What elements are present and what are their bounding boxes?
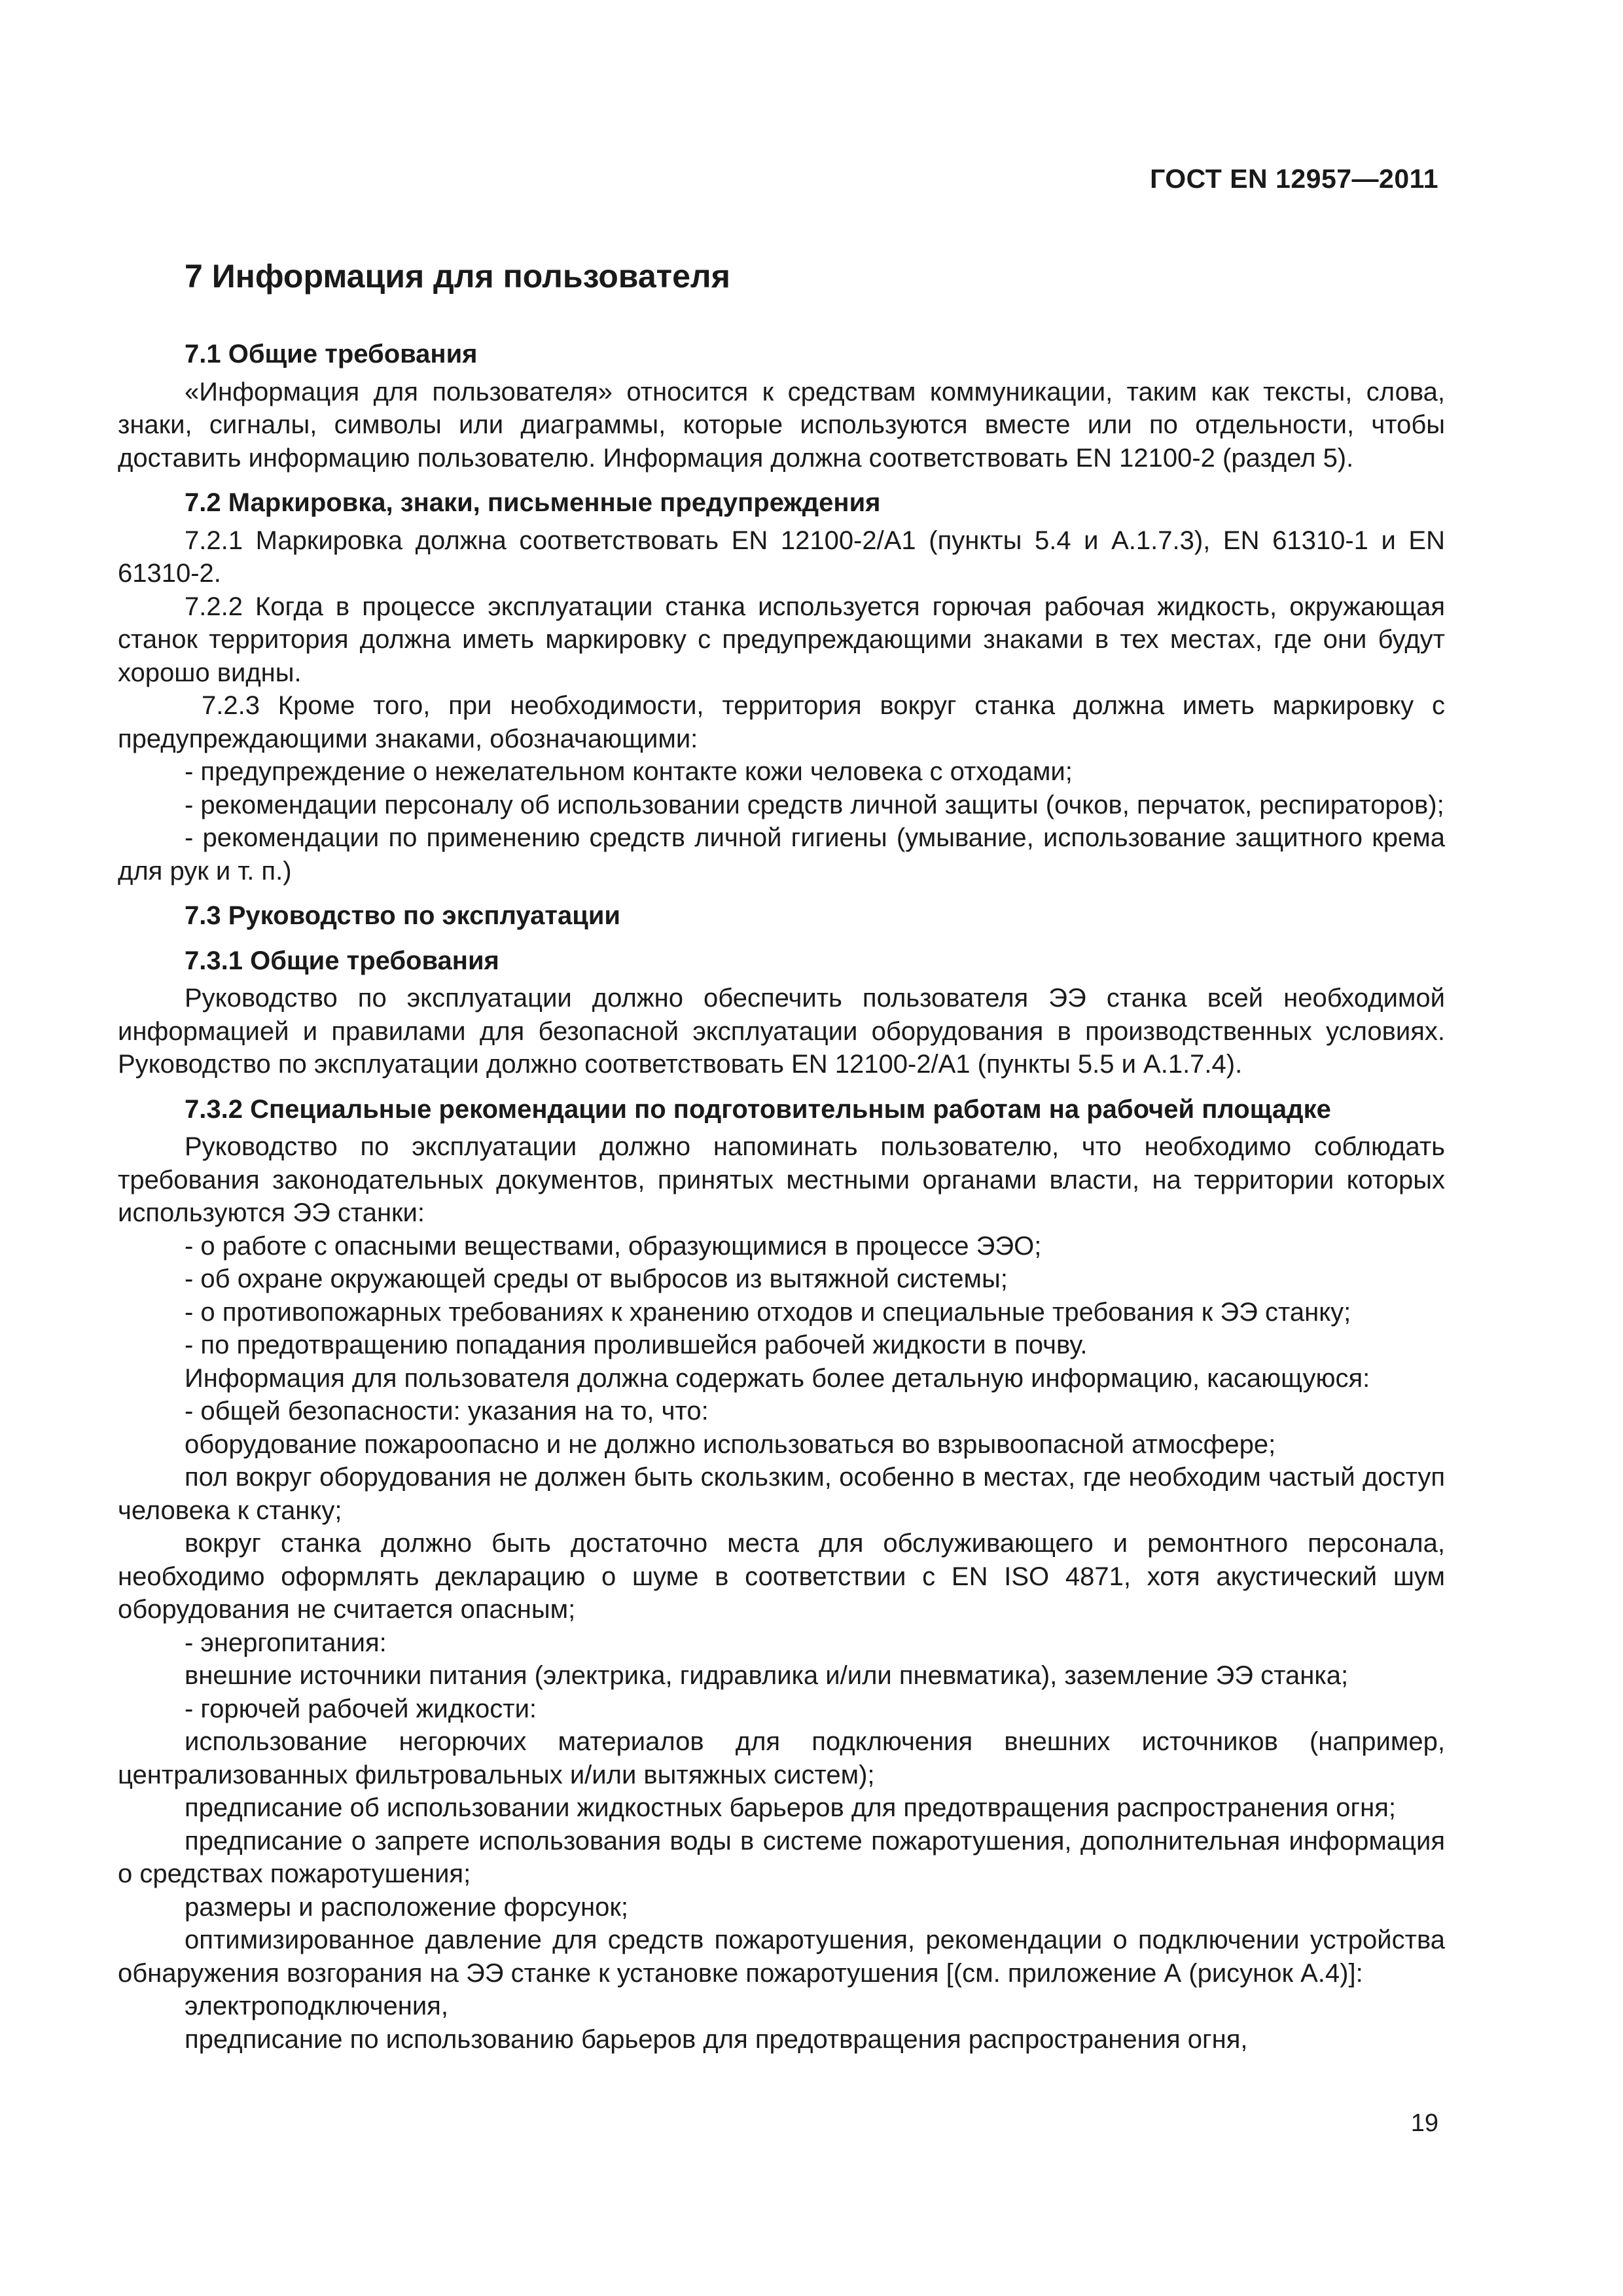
document-code-header: ГОСТ EN 12957—2011: [1150, 164, 1438, 194]
page-number: 19: [1410, 2109, 1438, 2137]
paragraph: Информация для пользователя должна содержать более детальную информацию, касающуюся:: [185, 1363, 1370, 1393]
paragraph: 7.2.3 Кроме того, при необходимости, территория вокруг станка должна иметь маркировку с предупреждающими знаками, обозначающими:: [118, 691, 1445, 753]
subsection-heading: 7.3.1 Общие требования: [185, 946, 499, 975]
paragraph: «Информация для пользователя» относится к средствам коммуникации, таким как тексты, слова, знаки, сигналы, символы или диаграммы, которые используются вместе или по отдельности, чтобы доставить информацию пользователю. Информация должна соответствовать EN 12100-2 (раздел 5).: [118, 377, 1445, 473]
subsection-heading: 7.1 Общие требования: [185, 340, 478, 368]
paragraph: оборудование пожароопасно и не должно использоваться во взрывоопасной атмосфере;: [185, 1429, 1276, 1459]
list-item: - общей безопасности: указания на то, что:: [185, 1397, 709, 1426]
paragraph: внешние источники питания (электрика, гидравлика и/или пневматика), заземление ЭЭ станка;: [185, 1661, 1349, 1690]
list-item: - энергопитания:: [185, 1628, 387, 1657]
subsection-heading: 7.3 Руководство по эксплуатации: [185, 901, 620, 930]
list-item: - по предотвращению попадания пролившейся рабочей жидкости в почву.: [185, 1331, 1088, 1359]
list-item: - о работе с опасными веществами, образующимися в процессе ЭЭО;: [185, 1231, 1042, 1261]
section-title: 7 Информация для пользователя: [185, 258, 730, 295]
subsection-heading: 7.2 Маркировка, знаки, письменные предупреждения: [185, 488, 881, 517]
paragraph: использование негорючих материалов для подключения внешних источников (например, централизованных фильтровальных и/или вытяжных систем);: [118, 1727, 1445, 1789]
paragraph: Руководство по эксплуатации должно напоминать пользователю, что необходимо соблюдать требования законодательных документов, принятых местными органами власти, на территории которых используются ЭЭ станки:: [118, 1132, 1445, 1227]
list-item: - предупреждение о нежелательном контакте кожи человека с отходами;: [185, 757, 1073, 786]
list-item: - об охране окружающей среды от выбросов из вытяжной системы;: [185, 1265, 1008, 1293]
list-item: - рекомендации персоналу об использовании средств личной защиты (очков, перчаток, респираторов);: [185, 790, 1444, 819]
paragraph: 7.2.1 Маркировка должна соответствовать EN 12100-2/A1 (пункты 5.4 и А.1.7.3), EN 61310-1 и EN 61310-2.: [118, 526, 1445, 588]
paragraph: электроподключения,: [185, 1992, 448, 2020]
paragraph: Руководство по эксплуатации должно обеспечить пользователя ЭЭ станка всей необходимой информацией и правилами для безопасной эксплуатации оборудования в производственных условиях. Руководство по эксплуатации должно соответствовать EN 12100-2/A1 (пункты 5.5 и А.1.7.4).: [118, 984, 1445, 1079]
list-item: - рекомендации по применению средств личной гигиены (умывание, использование защитного крема для рук и т. п.): [118, 823, 1445, 886]
paragraph: пол вокруг оборудования не должен быть скользким, особенно в местах, где необходим частый доступ человека к станку;: [118, 1463, 1445, 1525]
paragraph: предписание об использовании жидкостных барьеров для предотвращения распространения огня;: [185, 1793, 1396, 1822]
paragraph: размеры и расположение форсунок;: [185, 1892, 628, 1922]
subsection-heading: 7.3.2 Специальные рекомендации по подготовительным работам на рабочей площадке: [185, 1094, 1331, 1124]
page-content: [118, 257, 1445, 2056]
paragraph: предписание по использованию барьеров для предотвращения распространения огня,: [185, 2024, 1248, 2054]
paragraph: 7.2.2 Когда в процессе эксплуатации станка используется горючая рабочая жидкость, окружающая станок территория должна иметь маркировку с предупреждающими знаками в тех местах, где они будут хорошо видны.: [118, 592, 1445, 687]
paragraph: предписание о запрете использования воды в системе пожаротушения, дополнительная информация о средствах пожаротушения;: [118, 1826, 1445, 1888]
paragraph: оптимизированное давление для средств пожаротушения, рекомендации о подключении устройства обнаружения возгорания на ЭЭ станке к установке пожаротушения [(см. приложение А (рисунок А.4)]:: [118, 1926, 1445, 1988]
list-item: - горючей рабочей жидкости:: [185, 1694, 537, 1723]
paragraph: вокруг станка должно быть достаточно места для обслуживающего и ремонтного персонала, необходимо оформлять декларацию о шуме в соответствии с EN ISO 4871, хотя акустический шум оборудования не считается опасным;: [118, 1529, 1445, 1624]
list-item: - о противопожарных требованиях к хранению отходов и специальные требования к ЭЭ станку;: [185, 1297, 1351, 1327]
